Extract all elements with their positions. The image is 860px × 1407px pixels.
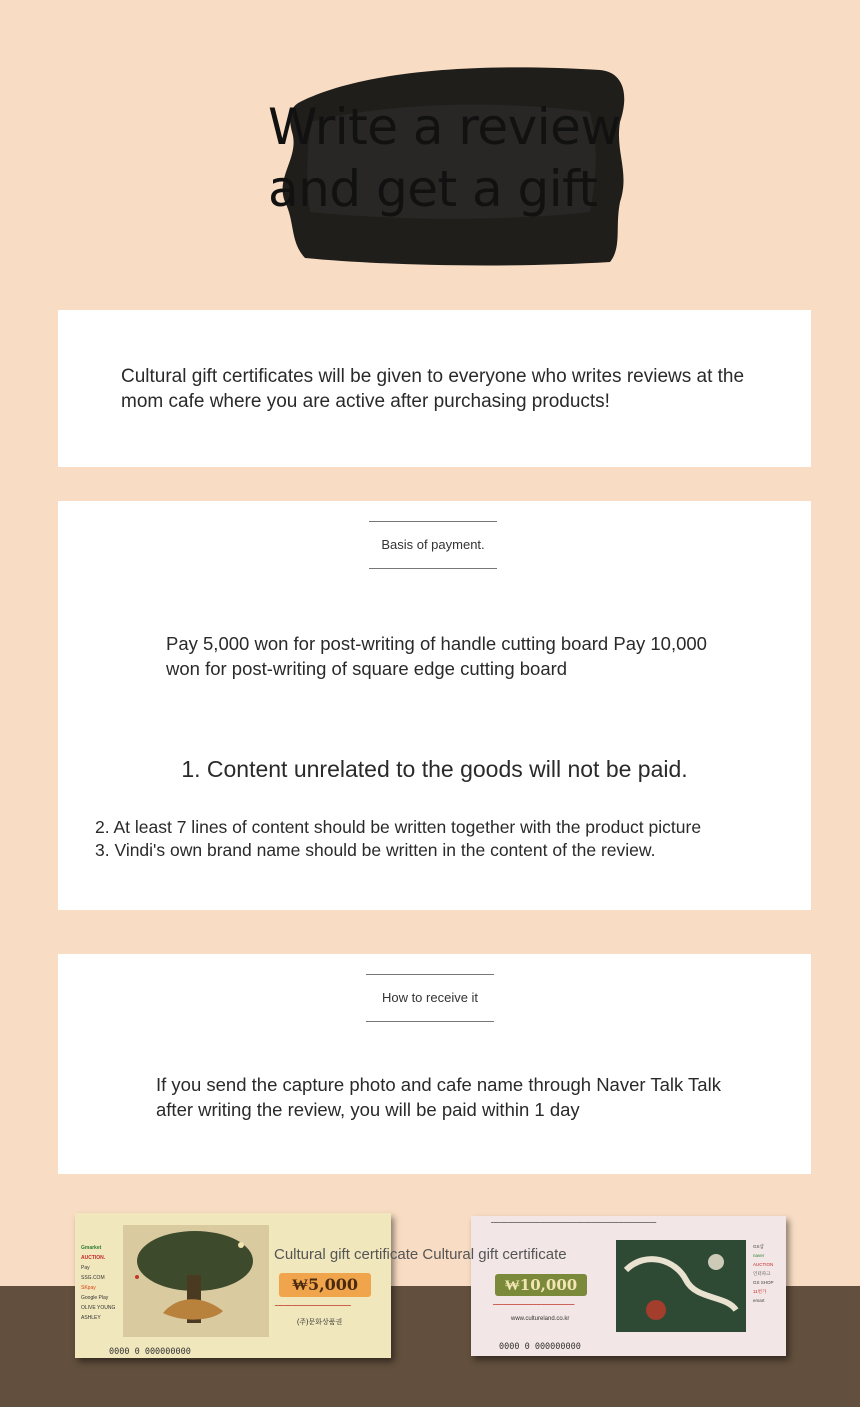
gift-certificate-5000 (75, 1213, 391, 1358)
logo-skpay: SKpay (81, 1285, 96, 1291)
voucher-amount-5000: ₩5,000 (279, 1273, 371, 1297)
payment-rules (95, 816, 795, 862)
payment-card (58, 501, 811, 910)
logo-11st: 11번가 (753, 1289, 767, 1294)
logo-ssg: SSG.COM (81, 1275, 105, 1281)
voucher-caption: Cultural gift certificate Cultural gift certificate (274, 1246, 567, 1263)
partner-logos (81, 1243, 121, 1323)
receive-card (58, 954, 811, 1174)
hero-title-line1: Write a review (268, 98, 621, 156)
logo-gmarket: Gmarket (81, 1245, 102, 1251)
logo-naver: naver (753, 1253, 765, 1258)
payment-rule-1: 1. Content unrelated to the goods will not be paid. (181, 756, 688, 782)
logo-pay: Pay (81, 1265, 90, 1271)
voucher-top-banner: ━━━━━━━━━━━━━━━━━━━━━━━━━━━━━━━━━━━━━━━━━━━━━━━━━━━━━━━━━━━━━ (491, 1220, 657, 1225)
logo-olive-young: OLIVE YOUNG (81, 1305, 116, 1311)
payment-rule-2: 2. At least 7 lines of content should be written together with the product picture (95, 817, 702, 837)
intro-card (58, 310, 811, 467)
voucher-serial-5000: 0000 0 000000000 (109, 1347, 191, 1357)
hero-title (268, 96, 668, 220)
voucher-issuer: (주)문화상품권 (297, 1319, 343, 1326)
logo-gs: GS샵 (753, 1244, 764, 1249)
logo-emart: emart (753, 1298, 765, 1303)
receive-heading: How to receive it (366, 974, 494, 1022)
intro-text: Cultural gift certificates will be given to everyone who writes reviews at the mom cafe where you are active after purchasing products! (121, 366, 745, 412)
payment-amounts-text: Pay 5,000 won for post-writing of handle cutting board Pay 10,000 won for post-writing of square edge cutting board (166, 633, 707, 679)
logo-gs-shop: GS SHOP (753, 1280, 774, 1285)
dragon-artwork (616, 1240, 746, 1332)
payment-heading: Basis of payment. (369, 521, 497, 569)
logo-google-play: Google Play (81, 1295, 109, 1301)
voucher-url: www.cultureland.co.kr (511, 1316, 570, 1322)
voucher-fine-print: ━━━━━━━━━━━━━━━━━━━━━━━━━━━━ (275, 1303, 351, 1308)
logo-ashley: ASHLEY (81, 1315, 101, 1321)
gift-certificate-10000 (471, 1216, 786, 1356)
logo-auction: AUCTION. (81, 1255, 106, 1261)
partner-logos (753, 1242, 783, 1305)
voucher-serial-10000: 0000 0 000000000 (499, 1342, 581, 1352)
voucher-fine-print: ━━━━━━━━━━━━━━━━━━━━━━━━━━━━━━ (493, 1302, 575, 1307)
hero-title-line2: and get a gift (268, 160, 598, 218)
logo-auction: AUCTION (753, 1262, 774, 1267)
payment-rule-3: 3. Vindi's own brand name should be written in the content of the review. (95, 840, 656, 860)
tiger-tree-artwork (123, 1225, 269, 1337)
voucher-amount-10000: ₩10,000 (495, 1274, 587, 1296)
logo-interpark: 인터파크 (753, 1271, 771, 1276)
receive-text: If you send the capture photo and cafe name through Naver Talk Talk after writing the review, you will be paid within 1 day (156, 1074, 721, 1120)
